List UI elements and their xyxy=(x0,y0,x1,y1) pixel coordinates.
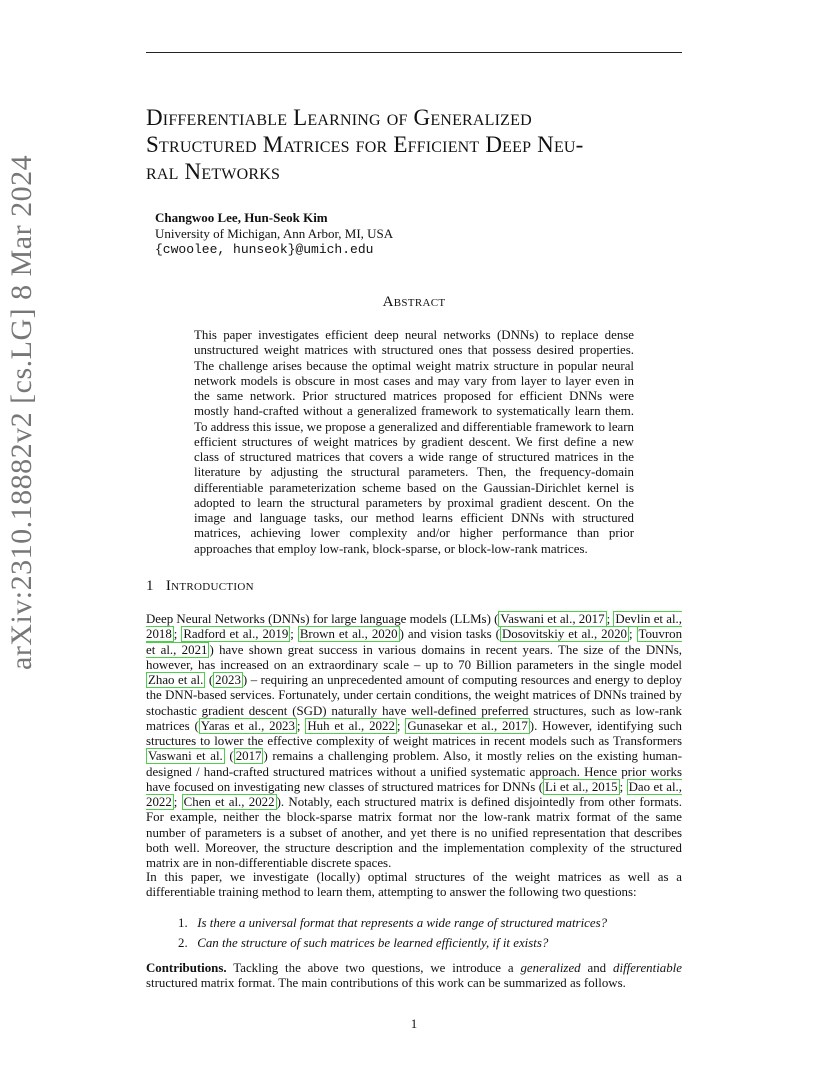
text-run: ( xyxy=(205,673,214,687)
section-number: 1 xyxy=(146,578,154,594)
section-title: Introduction xyxy=(165,578,254,594)
citation-link[interactable]: Touvron et al., 2021 xyxy=(146,627,683,657)
title-line: Differentiable Learning of Generalized xyxy=(146,105,532,130)
title-line: Structured Matrices for Efficient Deep Neu- xyxy=(146,132,584,157)
text-run: ) – requiring an unprecedented amount of computing resources and energy to deploy the DNN-based services. Fortunately, under certain conditions, the weight matrices of DNNs trained by stochastic gradient descent (SGD) naturally have well-defined preferred structures, such as low-rank matrices ( xyxy=(146,673,683,733)
citation-link[interactable]: Huh et al., 2022 xyxy=(307,718,395,733)
text-run: and xyxy=(580,961,614,975)
text-run: ) have shown great success in various domains in recent years. The size of the DNNs, however, has increased on an extraordinary scale – up to 70 Billion parameters in the single model xyxy=(146,642,683,672)
citation-link[interactable]: Dosovitskiy et al., 2020 xyxy=(501,627,627,642)
intro-paragraph-1 xyxy=(146,612,682,871)
text-run: ; xyxy=(290,627,298,642)
authors-block xyxy=(155,210,555,258)
contributions-paragraph xyxy=(146,961,682,992)
author-names: Changwoo Lee, Hun-Seok Kim xyxy=(155,210,328,225)
question-number: 2. xyxy=(178,936,188,950)
text-run: structured matrix format. The main contributions of this work can be summarized as follows. xyxy=(146,976,626,991)
citation-link[interactable]: 2023 xyxy=(215,673,241,687)
citation-link[interactable]: Zhao et al. xyxy=(148,673,204,687)
paper-title xyxy=(146,104,682,185)
citation-link[interactable]: Gunasekar et al., 2017 xyxy=(407,718,528,733)
text-run: ) and vision tasks ( xyxy=(399,627,500,642)
abstract-heading: Abstract xyxy=(382,294,446,310)
text-run: ; xyxy=(173,627,182,642)
author-affiliation: University of Michigan, Ann Arbor, MI, USA xyxy=(155,226,394,241)
text-run: ; xyxy=(619,779,627,794)
page-number: 1 xyxy=(410,1016,418,1031)
citation-link[interactable]: Li et al., 2015 xyxy=(545,779,618,794)
title-line: ral Networks xyxy=(146,159,281,184)
author-email[interactable]: {cwoolee, hunseok}@umich.edu xyxy=(155,242,374,257)
text-run: ) remains a challenging problem. Also, it mostly relies on the existing human-designed / hand-crafted structured matrices without a unified systematic approach. Hence prior works have focused on investigating new classes of structured matrices for DNNs ( xyxy=(146,749,682,794)
citation-link[interactable]: Radford et al., 2019 xyxy=(183,627,289,642)
text-run: ). Notably, each structured matrix is defined disjointedly from other formats. For example, neither the block-sparse matrix format nor the low-rank matrix format of the same number of parameters is a subset of another, and yet there is no unified representation that describes both well. Moreover, the structure description and the implementation complexity of the structured matrix are in non-differentiable discrete spaces. xyxy=(146,795,682,870)
citation-link[interactable]: Devlin et al., 2018 xyxy=(146,612,682,642)
emphasis: differentiable xyxy=(613,961,682,975)
citation-link[interactable]: 2017 xyxy=(235,749,262,764)
citation-link[interactable]: Vaswani et al., 2017 xyxy=(500,612,605,626)
section-heading-introduction xyxy=(146,578,254,595)
top-rule xyxy=(146,52,682,53)
citation-link[interactable]: Chen et al., 2022 xyxy=(183,795,275,809)
text-run: ; xyxy=(606,612,614,626)
list-item xyxy=(146,913,682,933)
question-text: Can the structure of such matrices be learned efficiently, if it exists? xyxy=(197,936,549,950)
citation-link[interactable]: Brown et al., 2020 xyxy=(299,627,398,642)
citation-link[interactable]: Vaswani et al. xyxy=(148,749,223,764)
intro-paragraph-2: In this paper, we investigate (locally) optimal structures of the weight matrices as well as a differentiable training method to learn them, attempting to answer the following two questions: xyxy=(146,870,682,900)
text-run: ; xyxy=(628,627,637,642)
question-text: Is there a universal format that represents a wide range of structured matrices? xyxy=(197,916,608,930)
text-run: ( xyxy=(224,749,234,764)
text-run: ; xyxy=(173,795,182,809)
text-run: Deep Neural Networks (DNNs) for large language models (LLMs) ( xyxy=(146,612,499,626)
list-item xyxy=(146,933,682,953)
abstract-body: This paper investigates efficient deep neural networks (DNNs) to replace dense unstructured weight matrices with structured ones that possess desired properties. The challenge arises because the optimal weight matrix structure in popular neural network models is obscure in most cases and may vary from layer to layer even in the same network. Prior structured matrices proposed for efficient DNNs were mostly hand-crafted without a generalized framework to systematically learn them. To address this issue, we propose a generalized and differentiable framework to learn efficient structures of weight matrices by gradient descent. We first define a new class of structured matrices that covers a wide range of structured matrices in the literature by adjusting the structural parameters. Then, the frequency-domain differentiable parameterization scheme based on the Gaussian-Dirichlet kernel is adopted to learn the structural parameters by proximal gradient descent. On the image and language tasks, our method learns efficient DNNs with structured matrices, achieving lower complexity and/or higher performance than prior approaches that employ low-rank, block-sparse, or block-low-rank matrices. xyxy=(194,328,634,556)
contributions-label: Contributions. xyxy=(146,961,227,975)
emphasis: generalized xyxy=(520,961,581,975)
question-number: 1. xyxy=(178,916,188,930)
citation-link[interactable]: Yaras et al., 2023 xyxy=(200,718,295,733)
citation-link[interactable]: Dao et al., 2022 xyxy=(146,779,682,809)
text-run: Tackling the above two questions, we introduce a xyxy=(226,961,521,975)
arxiv-identifier: arXiv:2310.18882v2 [cs.LG] 8 Mar 2024 xyxy=(5,154,38,670)
text-run: ). However, identifying such structures to lower the effective complexity of weight matrices in recent models such as Transformers xyxy=(146,718,682,748)
research-questions xyxy=(146,913,682,953)
text-run: ; xyxy=(396,718,406,733)
text-run: ; xyxy=(296,718,306,733)
